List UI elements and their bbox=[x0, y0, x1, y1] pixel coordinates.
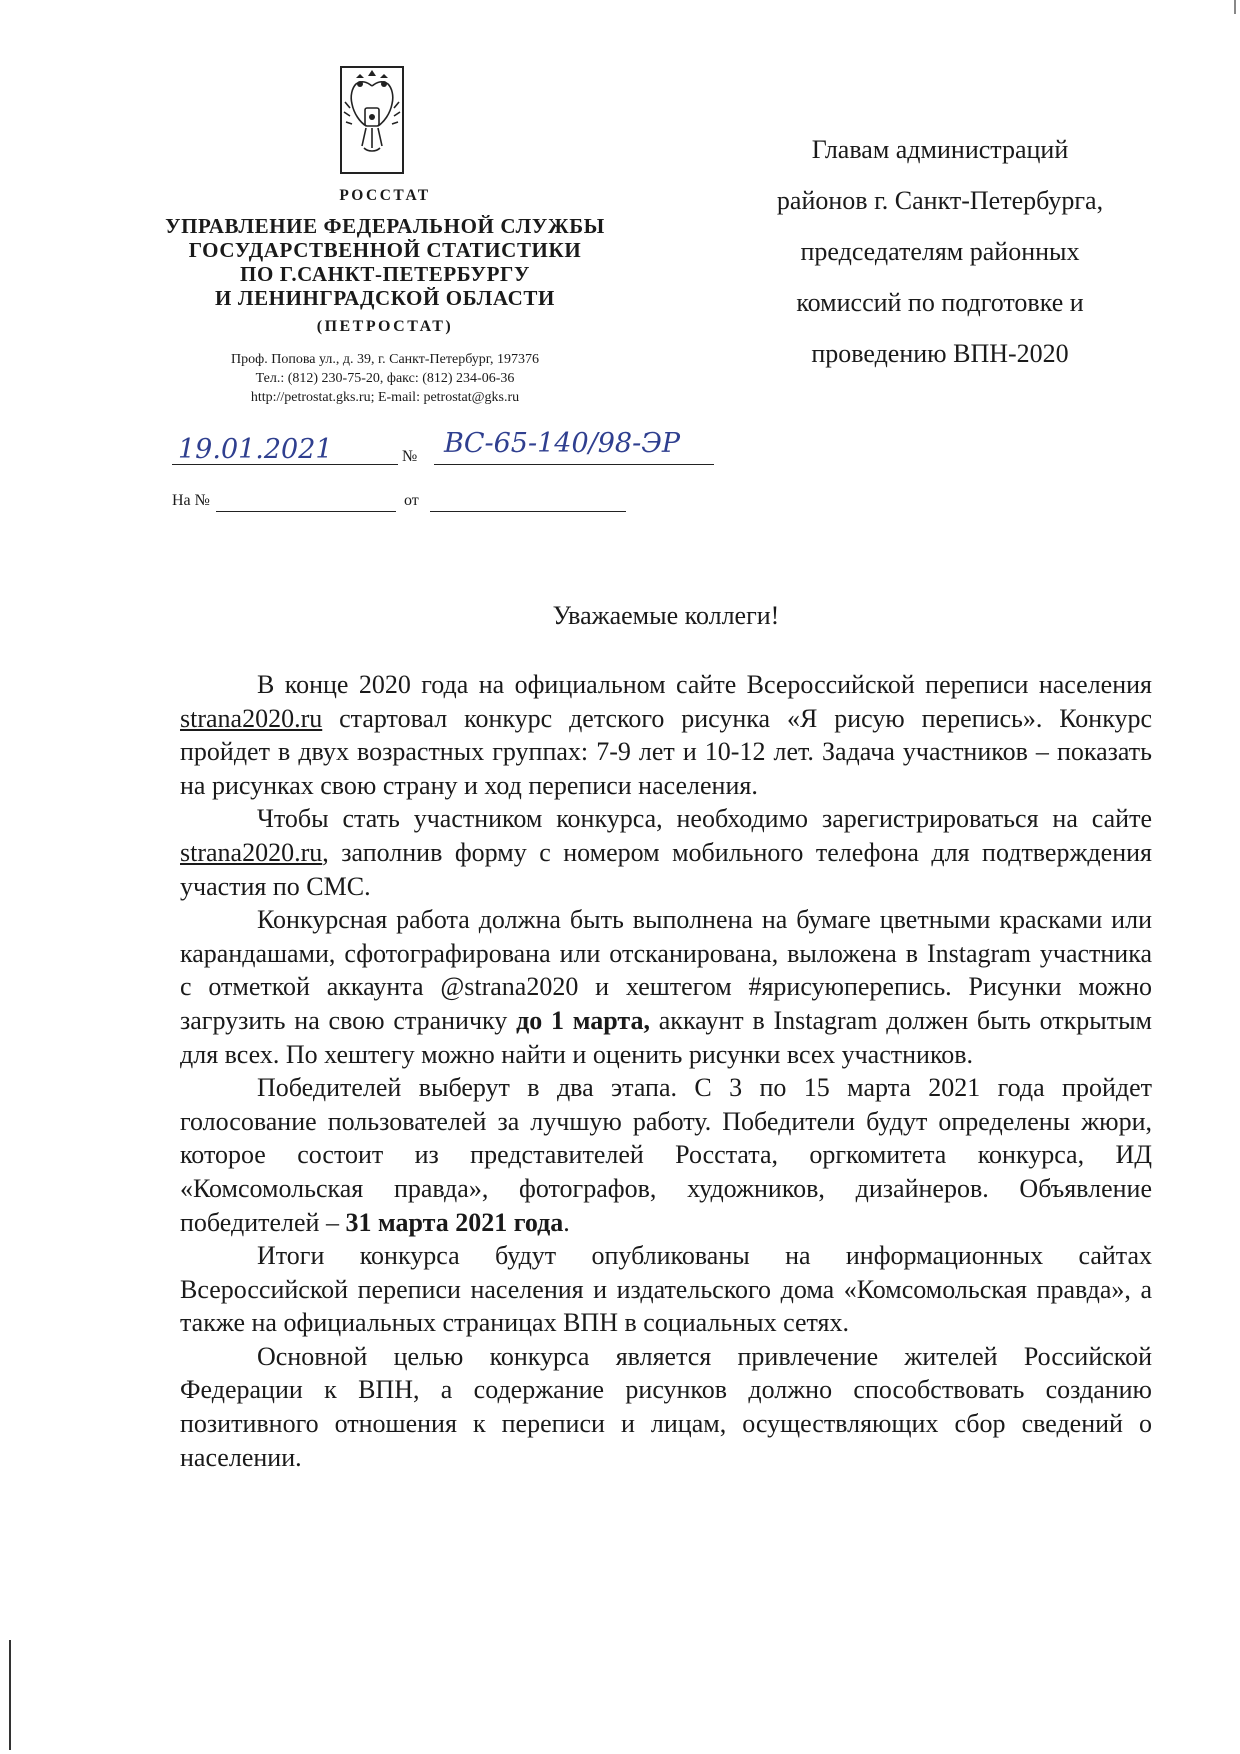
registration-row bbox=[172, 428, 732, 470]
date-underline bbox=[172, 464, 398, 465]
salutation: Уважаемые коллеги! bbox=[552, 601, 780, 630]
reference-row bbox=[172, 492, 632, 516]
strana2020-link[interactable]: strana2020.ru bbox=[180, 703, 323, 733]
number-underline bbox=[434, 464, 714, 465]
body-paragraph bbox=[180, 668, 1152, 802]
body-paragraph: Основной целью конкурса является привлечение жителей Российской Федерации к ВПН, а содержание рисунков должно способствовать созданию позитивного отношения к переписи и лицам, осуществляющих сбор сведений о населении. bbox=[180, 1341, 1152, 1472]
reference-date-blank bbox=[430, 511, 626, 512]
scan-corner-mark bbox=[1234, 0, 1236, 14]
body-paragraph bbox=[180, 1071, 1152, 1239]
deadline-highlight: до 1 марта, bbox=[516, 1005, 650, 1035]
web-email: http://petrostat.gks.ru; E-mail: petrostat@gks.ru bbox=[250, 390, 520, 405]
department-abbreviation: (ПЕТРОСТАТ) bbox=[316, 318, 454, 335]
text-run: Конкурсная работа должна быть выполнена на бумаге цветными красками или карандашами, сфотографирована или отсканирована, выложена в Instagram участника с отметкой аккаунта @strana2020 и хештегом #ярисуюперепись. Рисунки можно загрузить на свою страничку bbox=[180, 905, 1152, 1035]
handwritten-date: 19.01.2021 bbox=[178, 434, 333, 465]
text-run: стартовал конкурс детского рисунка «Я рисую перепись». Конкурс пройдет в двух возрастных группах: 7-9 лет и 10-12 лет. Задача участников – показать на рисунках свою страну и ход переписи населения. bbox=[180, 703, 1152, 800]
text-run: Чтобы стать участником конкурса, необходимо зарегистрироваться на сайте bbox=[257, 804, 1152, 834]
letter-body bbox=[180, 668, 1152, 1474]
addressee-line: проведению ВПН-2020 bbox=[811, 339, 1069, 368]
text-run: В конце 2020 года на официальном сайте Всероссийской переписи населения bbox=[257, 670, 1152, 699]
text-run: Победителей выберут в два этапа. С 3 по 15 марта 2021 года пройдет голосование пользователей за лучшую работу. Победители будут определены жюри, которое состоит из представителей Росстата, оргкомитета конкурса, ИД «Комсомольская правда», фотографов, художников, дизайнеров. Объявление победителей – bbox=[180, 1073, 1152, 1237]
body-paragraph bbox=[180, 802, 1152, 903]
strana2020-link[interactable]: strana2020.ru bbox=[180, 837, 323, 867]
text-run: , заполнив форму с номером мобильного телефона для подтверждения участия по СМС. bbox=[180, 837, 1152, 901]
addressee-line: председателям районных bbox=[800, 237, 1080, 266]
addressee-block bbox=[730, 124, 1150, 379]
reference-from-label: от bbox=[404, 492, 419, 509]
handwritten-number: ВС-65-140/98-ЭР bbox=[444, 428, 681, 459]
body-paragraph: Итоги конкурса будут опубликованы на информационных сайтах Всероссийской переписи населения и издательского дома «Комсомольская правда», а также на официальных страницах ВПН в социальных сетях. bbox=[180, 1241, 1152, 1338]
reference-number-label: На № bbox=[172, 492, 210, 509]
announcement-date-highlight: 31 марта 2021 года bbox=[345, 1207, 564, 1237]
department-line: УПРАВЛЕНИЕ ФЕДЕРАЛЬНОЙ СЛУЖБЫ bbox=[165, 214, 605, 238]
text-run: . bbox=[563, 1207, 570, 1237]
scan-margin-mark bbox=[9, 1640, 11, 1750]
department-line: ПО Г.САНКТ-ПЕТЕРБУРГУ bbox=[240, 262, 530, 286]
body-paragraph bbox=[180, 903, 1152, 1071]
text-run: аккаунт в Instagram должен быть открытым для всех. По хештегу можно найти и оценить рисунки всех участников. bbox=[180, 1005, 1153, 1069]
department-line: ГОСУДАРСТВЕННОЙ СТАТИСТИКИ bbox=[188, 238, 582, 262]
number-label: № bbox=[402, 448, 418, 465]
agency-name: РОССТАТ bbox=[339, 187, 431, 204]
addressee-line: Главам администраций bbox=[811, 135, 1069, 164]
phone-fax: Тел.: (812) 230-75-20, факс: (812) 234-06-36 bbox=[255, 371, 515, 386]
postal-address: Проф. Попова ул., д. 39, г. Санкт-Петербург, 197376 bbox=[231, 352, 539, 367]
russian-coat-of-arms-icon bbox=[340, 66, 404, 174]
addressee-line: районов г. Санкт-Петербурга, bbox=[776, 186, 1104, 215]
contact-block bbox=[140, 350, 630, 407]
department-name bbox=[140, 214, 630, 310]
department-line: И ЛЕНИНГРАДСКОЙ ОБЛАСТИ bbox=[215, 286, 555, 310]
reference-number-blank bbox=[216, 511, 396, 512]
addressee-line: комиссий по подготовке и bbox=[796, 288, 1084, 317]
